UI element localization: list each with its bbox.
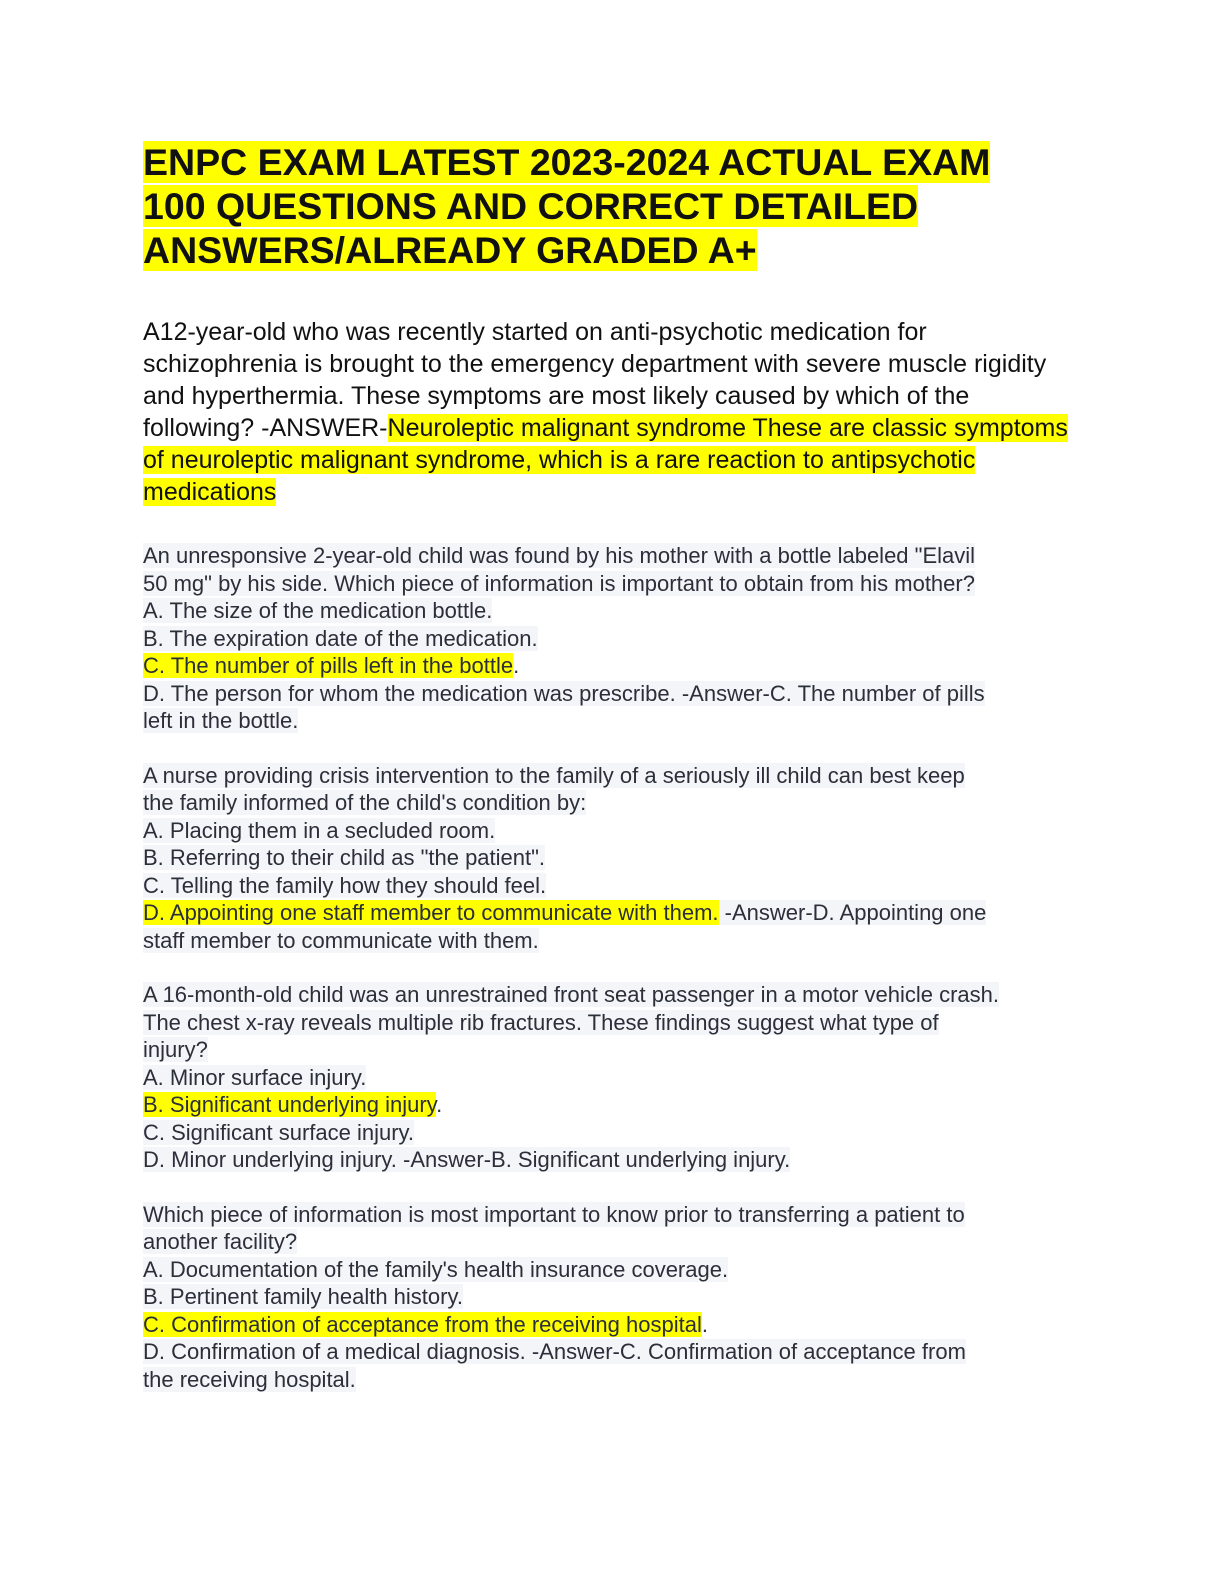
question-3-option-d-correct: D. Appointing one staff member to communicate with them. <box>143 900 719 925</box>
question-5-answer-tail: the receiving hospital. <box>143 1366 356 1392</box>
question-2-stem-line-2: 50 mg" by his side. Which piece of information is important to obtain from his mother? <box>143 570 975 596</box>
question-4-option-d: D. Minor underlying injury. -Answer-B. Significant underlying injury. <box>143 1147 791 1172</box>
question-5-option-a: A. Documentation of the family's health insurance coverage. <box>143 1256 729 1282</box>
question-3-option-b: B. Referring to their child as "the patient". <box>143 845 546 870</box>
question-2-option-b: B. The expiration date of the medication. <box>143 625 538 651</box>
question-5 <box>143 1201 1083 1394</box>
question-4-option-a: A. Minor surface injury. <box>143 1064 367 1090</box>
question-4-option-c: C. Significant surface injury. <box>143 1119 415 1145</box>
question-1-answer: Neuroleptic malignant syndrome These are classic symptoms of neuroleptic malignant syndrome, which is a rare reaction to antipsychotic medications <box>143 414 1068 506</box>
question-1 <box>143 316 1083 508</box>
title-line-1: ENPC EXAM LATEST 2023-2024 ACTUAL EXAM <box>143 141 991 183</box>
question-4-option-b-tail: . <box>436 1092 443 1117</box>
question-2-option-a: A. The size of the medication bottle. <box>143 598 493 623</box>
question-2-option-c-correct: C. The number of pills left in the bottle <box>143 653 514 678</box>
question-3-stem-line-2: the family informed of the child's condition by: <box>143 790 587 815</box>
question-4-stem-line-1: A 16-month-old child was an unrestrained front seat passenger in a motor vehicle crash. <box>143 982 1000 1007</box>
question-3-answer-tail: staff member to communicate with them. <box>143 927 539 953</box>
question-4-stem-line-3: injury? <box>143 1037 208 1062</box>
question-2-stem-line-1: An unresponsive 2-year-old child was found by his mother with a bottle labeled "Elavil <box>143 543 976 568</box>
title-line-2: 100 QUESTIONS AND CORRECT DETAILED <box>143 185 919 227</box>
question-2-option-c-tail: . <box>513 653 520 678</box>
question-3-answer: -Answer-D. Appointing one <box>718 900 987 925</box>
document-title <box>143 140 1083 272</box>
question-5-option-c-tail: . <box>701 1311 708 1337</box>
question-5-option-c-correct: C. Confirmation of acceptance from the receiving hospital <box>143 1311 702 1337</box>
title-line-3: ANSWERS/ALREADY GRADED A+ <box>143 229 757 271</box>
question-5-option-b: B. Pertinent family health history. <box>143 1284 463 1309</box>
page-content <box>143 140 1083 1393</box>
question-3-option-c: C. Telling the family how they should feel. <box>143 872 547 898</box>
question-1-text: A12-year-old who was recently started on anti-psychotic medication for schizophrenia is brought to the emergency department with severe muscle rigidity and hyperthermia. These symptoms are most likely caused by which of the following? -ANSWER- <box>143 318 1047 442</box>
question-5-stem-line-2: another facility? <box>143 1229 298 1254</box>
question-2-answer-tail: left in the bottle. <box>143 708 299 733</box>
question-3-option-a: A. Placing them in a secluded room. <box>143 817 496 843</box>
question-2 <box>143 542 1083 735</box>
question-3 <box>143 762 1083 955</box>
question-2-option-d: D. The person for whom the medication was prescribe. -Answer-C. The number of pills <box>143 680 985 706</box>
question-4 <box>143 981 1083 1174</box>
question-5-option-d: D. Confirmation of a medical diagnosis. -Answer-C. Confirmation of acceptance from <box>143 1339 966 1364</box>
question-4-option-b-correct: B. Significant underlying injury <box>143 1092 437 1117</box>
question-4-stem-line-2: The chest x-ray reveals multiple rib fractures. These findings suggest what type of <box>143 1009 939 1035</box>
question-3-stem-line-1: A nurse providing crisis intervention to the family of a seriously ill child can best keep <box>143 762 965 788</box>
question-5-stem-line-1: Which piece of information is most important to know prior to transferring a patient to <box>143 1201 965 1227</box>
